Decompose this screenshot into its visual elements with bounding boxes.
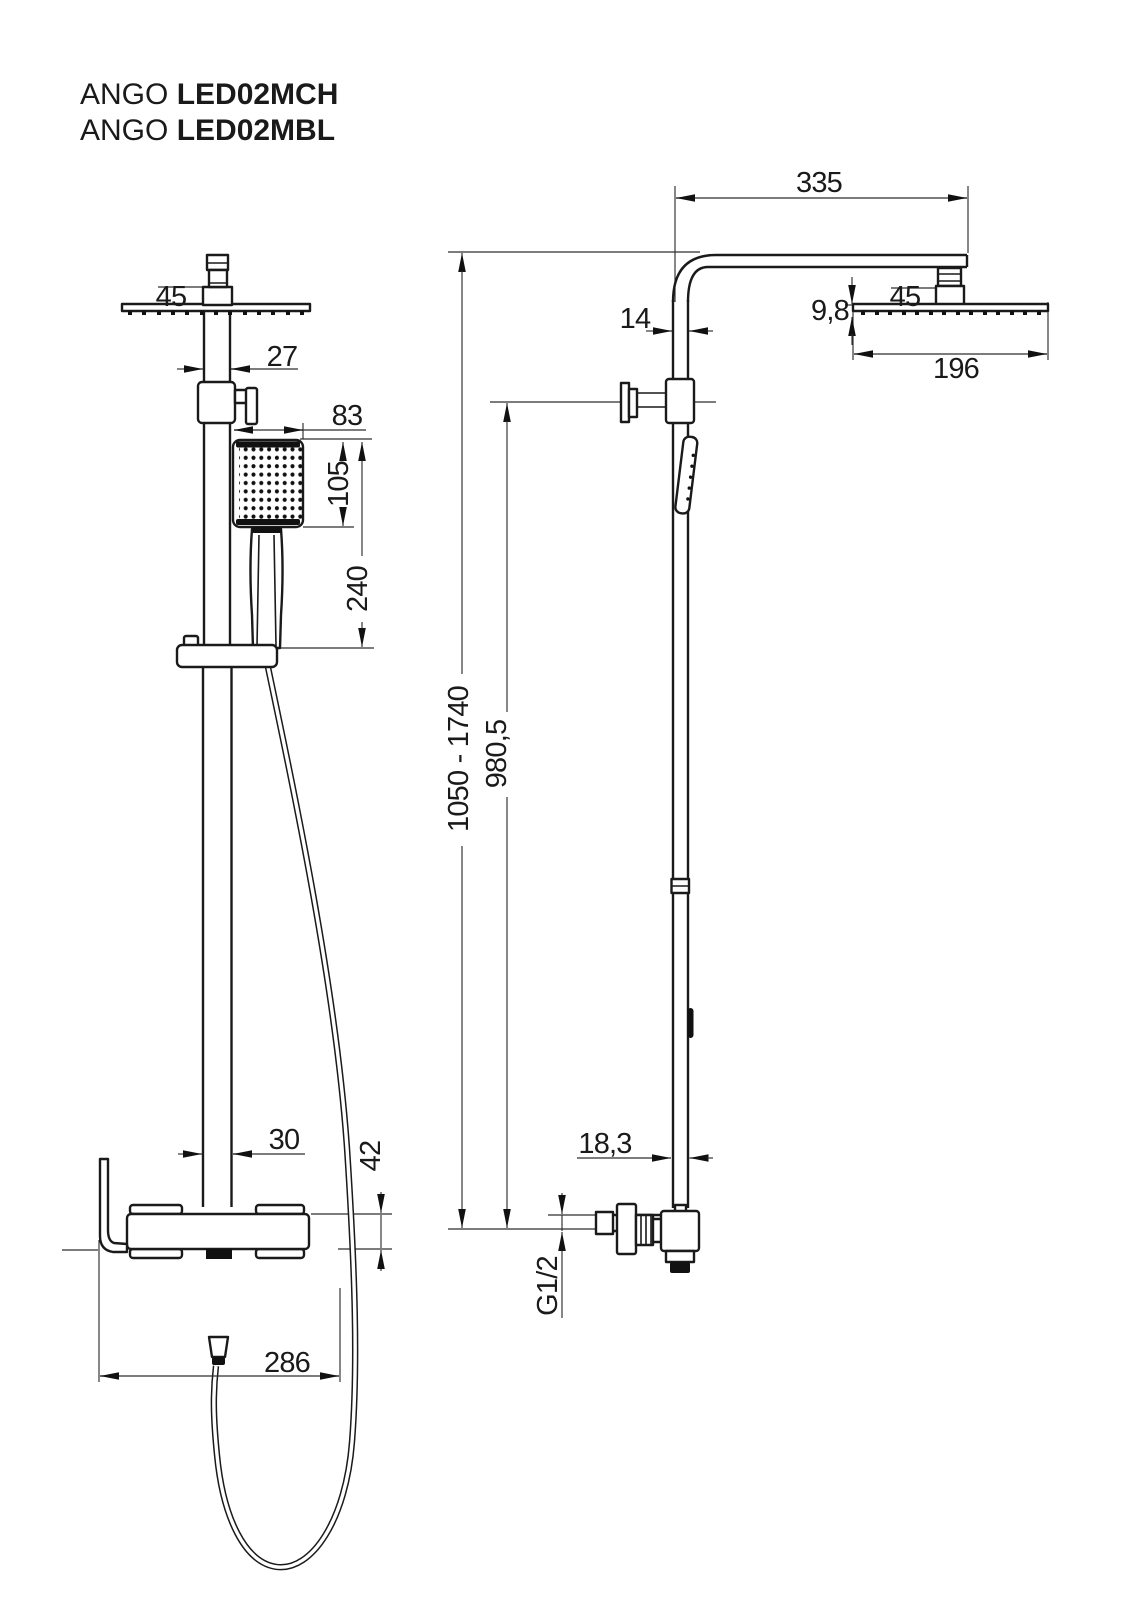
mixer-lever [100,1159,127,1252]
brand-name: ANGO [80,114,177,147]
outlet-ring [670,1262,690,1273]
dim-label-inlet-pipe-depth: 18,3 [578,1128,632,1160]
dim-label-head-connector-front: 45 [155,281,187,313]
dim-label-hand-shower-width: 83 [331,400,363,432]
spray-nozzle-grid [239,446,303,523]
diverter-knob [246,388,257,424]
dim-label-overall-height-range: 1050 - 1740 [443,686,475,832]
dim-label-arm-pipe-depth: 14 [619,303,651,335]
title-block [80,78,338,147]
elbow-block [661,1211,699,1251]
dim-label-face-length: 105 [323,461,355,507]
hose-edge-detail [688,1008,694,1038]
mixer-body [127,1214,309,1249]
model-number: LED02MCH [176,78,339,111]
dim-label-hose-reach: 286 [264,1347,310,1379]
brand-name: ANGO [80,78,177,111]
dim-label-lower-pipe-width: 30 [268,1124,300,1156]
dim-label-mixer-height: 42 [355,1140,387,1172]
dimension-lines [100,198,1047,1376]
diverter-body [198,382,257,424]
pipe-joint-side [672,879,690,893]
hand-shower-grip [251,529,283,648]
wall-flange [617,1204,636,1254]
wall-bracket-side [621,379,694,423]
dim-label-head-connector-side: 45 [889,281,921,313]
riser-and-arm-side [673,255,967,1208]
overhead-shower-plate-side [853,304,1048,311]
overhead-shower-side [853,268,1048,315]
inlet-nut [596,1212,613,1234]
dim-label-riser-pipe-width: 27 [266,341,298,373]
hand-shower-front [233,440,303,648]
mixer-outlet [206,1249,232,1259]
riser-pipe-front [203,310,232,1207]
dim-label-inlet-thread: G1/2 [532,1256,564,1316]
hand-shower-side [675,436,698,514]
head-connector-block [203,287,232,305]
dim-label-arm-projection: 335 [796,167,842,199]
product-title-2 [80,114,335,147]
side-view [596,255,1048,1273]
dim-label-riser-height: 980,5 [481,719,513,789]
hose-connector-nut [209,1337,228,1365]
head-swivel-nut [207,255,228,287]
product-title-1 [80,78,338,111]
dim-label-head-thickness: 9,8 [811,295,849,327]
inlet-assembly-side [596,1204,699,1273]
mixer-front [100,1159,309,1259]
head-connector-block-side [936,286,964,305]
extension-lines [62,186,1048,1382]
dimension-labels [156,167,979,1379]
dim-label-head-depth: 196 [933,353,979,385]
head-swivel-nut-side [938,268,961,286]
overhead-shower-front [122,255,310,315]
model-number: LED02MBL [176,114,336,147]
dim-label-hand-shower-length: 240 [342,566,374,612]
outlet-stub [666,1251,694,1262]
shower-hose-front [214,653,355,1567]
front-view [100,255,355,1567]
